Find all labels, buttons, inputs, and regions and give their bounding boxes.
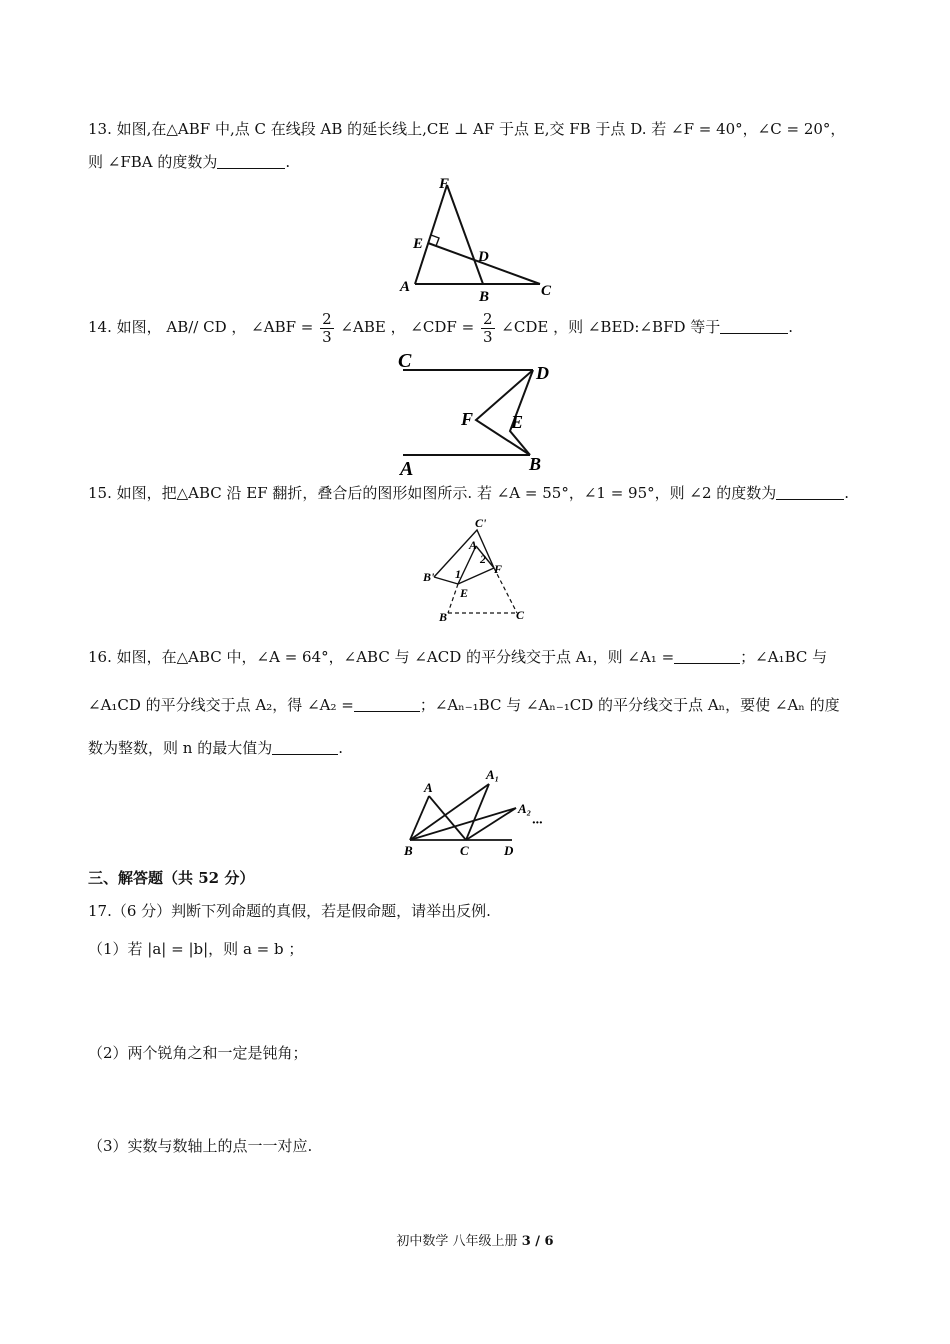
q14-label-B: B bbox=[529, 454, 542, 474]
q14-label-F: F bbox=[461, 409, 474, 429]
q13-label-F: F bbox=[439, 176, 450, 192]
q14-path-DFB bbox=[476, 370, 533, 455]
q15-label-2: 2 bbox=[480, 552, 486, 566]
q16-line3 bbox=[88, 737, 343, 759]
q14-line bbox=[88, 306, 793, 350]
q16-line2 bbox=[88, 694, 840, 716]
q14-end: . bbox=[788, 318, 794, 336]
q13-label-E: E bbox=[413, 236, 424, 252]
q16-label-B: B bbox=[404, 843, 413, 858]
q14-label-C: C bbox=[398, 350, 412, 372]
q15-label-1: 1 bbox=[455, 567, 461, 581]
q15-text: 15. 如图，把△ABC 沿 EF 翻折，叠合后的图形如图所示. 若 ∠A = 55°，∠1 = 95°，则 ∠2 的度数为 bbox=[88, 484, 777, 502]
q17-part-2: （2）两个锐角之和一定是钝角； bbox=[88, 1044, 308, 1062]
q15-label-Cprime: C' bbox=[475, 516, 487, 530]
q16-line1 bbox=[88, 646, 827, 668]
q13-line2-text: 则 ∠FBA 的度数为 bbox=[88, 153, 218, 171]
q13-line2 bbox=[88, 151, 290, 173]
q15-answer-blank bbox=[776, 484, 844, 500]
q15-dashed-EB bbox=[448, 584, 458, 613]
q15-figure bbox=[420, 512, 535, 627]
q13-segment-FB bbox=[447, 185, 483, 284]
q14-prefix: 14. 如图， AB// CD ， ∠ABF = bbox=[88, 318, 314, 336]
q14-frac2-numerator: 2 bbox=[482, 309, 493, 328]
q14-label-A: A bbox=[400, 458, 414, 478]
q15-label-Bprime: B' bbox=[423, 570, 435, 584]
q16-label-A2: A₂ bbox=[518, 801, 532, 816]
q13-figure bbox=[395, 170, 565, 305]
q16-label-dots: ··· bbox=[532, 816, 543, 831]
q14-mid2: ∠CDE ，则 ∠BED:∠BFD 等于 bbox=[501, 318, 721, 336]
q16-label-A: A bbox=[424, 780, 433, 795]
q14-fraction-1 bbox=[320, 311, 334, 346]
q16-label-D: D bbox=[504, 843, 514, 858]
page-footer bbox=[0, 1230, 950, 1249]
q14-answer-blank bbox=[720, 318, 788, 334]
q14-mid1: ∠ABE ， ∠CDF = bbox=[340, 318, 475, 336]
q14-figure bbox=[395, 348, 565, 478]
q16-line3-a: 数为整数，则 n 的最大值为 bbox=[88, 739, 273, 757]
q15-label-F: F bbox=[494, 562, 503, 576]
q14-label-E: E bbox=[511, 412, 524, 432]
q15-end: . bbox=[844, 484, 850, 502]
q16-answer-blank-3 bbox=[272, 739, 338, 755]
q15-line bbox=[88, 482, 849, 504]
q14-frac1-denominator: 3 bbox=[322, 327, 332, 346]
q16-answer-blank-1 bbox=[674, 648, 740, 664]
q16-line2-b: ；∠Aₙ₋₁BC 与 ∠Aₙ₋₁CD 的平分线交于点 Aₙ，要使 ∠Aₙ 的度 bbox=[419, 696, 840, 714]
q13-label-D: D bbox=[478, 249, 489, 265]
q15-label-A: A bbox=[469, 538, 478, 552]
q13-line1: 13. 如图,在△ABF 中,点 C 在线段 AB 的延长线上,CE ⊥ AF 于点 E,交 FB 于点 D. 若 ∠F = 40°，∠C = 20°， bbox=[88, 120, 846, 138]
footer-subject: 初中数学 八年级上册 bbox=[396, 1234, 518, 1249]
q16-line3-end: . bbox=[338, 739, 343, 757]
q15-label-B: B bbox=[439, 610, 448, 624]
q16-figure bbox=[400, 765, 560, 860]
q17-stem: 17.（6 分）判断下列命题的真假，若是假命题，请举出反例. bbox=[88, 902, 491, 920]
footer-page-number: 3 / 6 bbox=[521, 1234, 554, 1249]
q15-label-E: E bbox=[460, 586, 469, 600]
q17-part-3: （3）实数与数轴上的点一一对应. bbox=[88, 1137, 313, 1155]
q14-frac2-denominator: 3 bbox=[482, 327, 493, 346]
q13-line2-end: . bbox=[285, 153, 291, 171]
q16-answer-blank-2 bbox=[354, 696, 420, 712]
q16-label-A1: A₁ bbox=[486, 767, 500, 782]
q16-line1-b: ；∠A₁BC 与 bbox=[740, 648, 828, 666]
q13-label-A: A bbox=[400, 279, 411, 295]
q16-line2-a: ∠A₁CD 的平分线交于点 A₂，得 ∠A₂ = bbox=[88, 696, 354, 714]
q13-answer-blank bbox=[217, 153, 285, 169]
q15-label-C: C bbox=[516, 608, 525, 622]
q17-part-1: （1）若 |a| = |b|，则 a = b ； bbox=[88, 940, 304, 958]
q14-fraction-2 bbox=[481, 311, 495, 346]
q15-fold-line-EF bbox=[458, 568, 494, 584]
q16-label-C: C bbox=[460, 843, 469, 858]
q14-label-D: D bbox=[536, 363, 549, 383]
q16-line1-a: 16. 如图，在△ABC 中，∠A = 64°，∠ABC 与 ∠ACD 的平分线交于点 A₁，则 ∠A₁ = bbox=[88, 648, 675, 666]
q13-label-C: C bbox=[541, 283, 552, 299]
q13-segment-FA bbox=[415, 185, 447, 284]
section-3-title: 三、解答题（共 52 分） bbox=[88, 869, 255, 887]
q14-frac1-numerator: 2 bbox=[322, 309, 332, 328]
q13-label-B: B bbox=[479, 289, 490, 305]
